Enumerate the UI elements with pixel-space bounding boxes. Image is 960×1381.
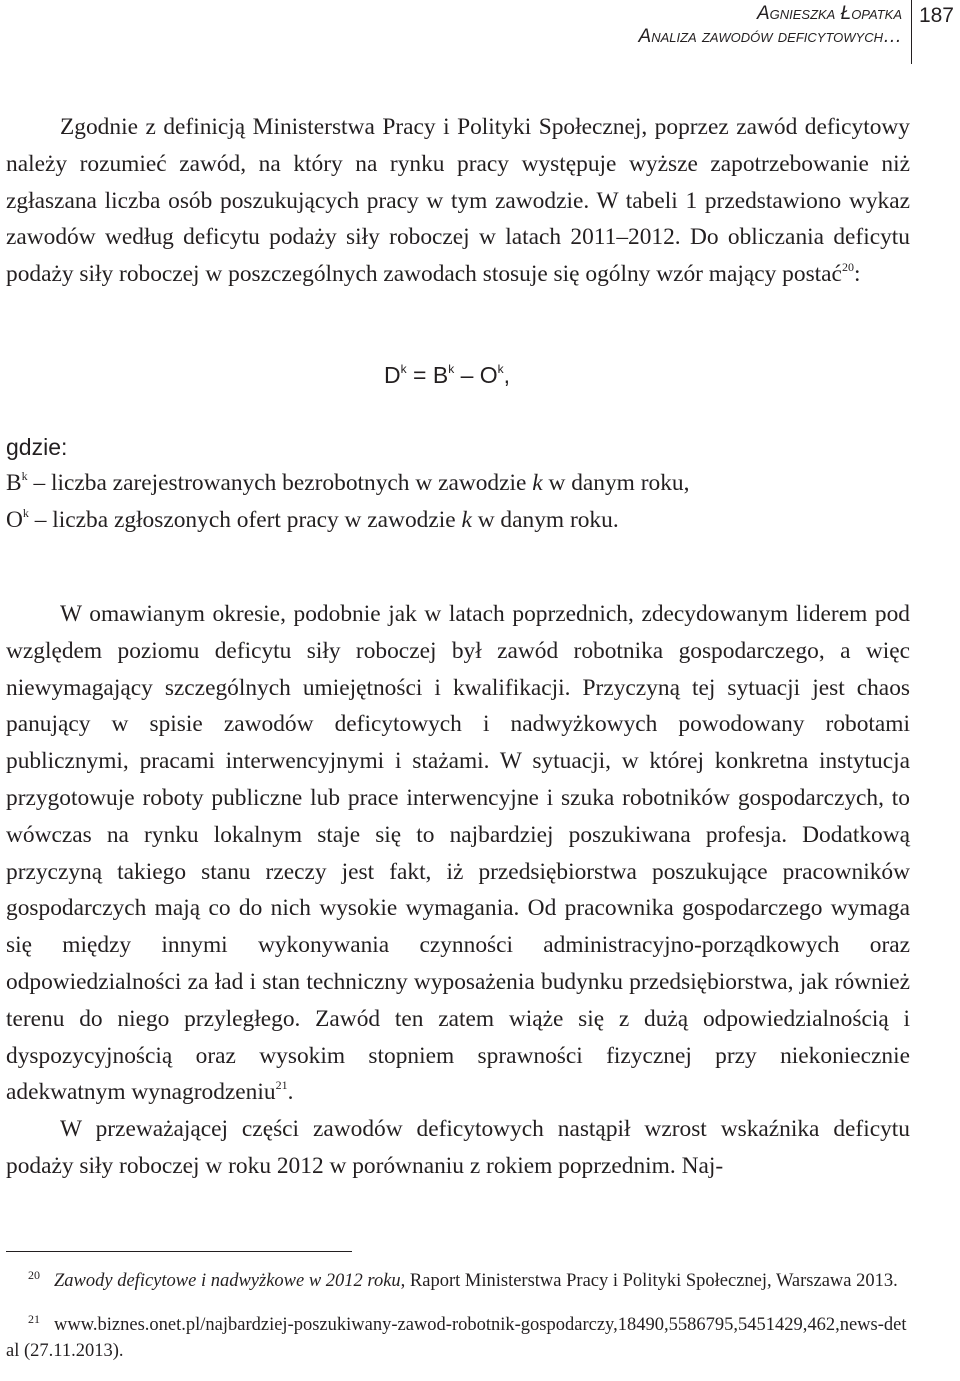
def-symbol-b: B [6, 470, 22, 496]
footnote-divider [6, 1251, 352, 1252]
body-paragraph-2: W przeważającej części zawodów deficytowych nastąpił wzrost wskaźnika deficytu podaży siły roboczej w roku 2012 w porównaniu z rokiem poprzednim. Naj- [6, 1116, 910, 1179]
footnote-number: 20 [28, 1268, 40, 1282]
footnote-20 [6, 1262, 910, 1294]
header-author: Agnieszka Łopatka [756, 3, 902, 24]
def-sup-b: k [21, 469, 28, 483]
body-paragraph-1 [6, 596, 910, 1111]
running-header [540, 0, 960, 64]
formula-minus: – [454, 362, 480, 388]
formula-o: O [479, 362, 498, 388]
footnote-number: 21 [28, 1312, 40, 1326]
header-text [639, 2, 902, 48]
def-var-b: k [532, 470, 543, 496]
footnote-link[interactable]: www.biznes.onet.pl/najbardziej-poszukiwany-zawod-robotnik-gospodarczy,18490,5586795,5451429,462,news-detal (27.11.2013). [6, 1315, 907, 1361]
intro-trail: : [853, 261, 861, 288]
footnote-text: , Raport Ministerstwa Pracy i Polityki Społecznej, Warszawa 2013. [400, 1271, 898, 1291]
header-divider [911, 0, 912, 64]
formula-eq: = [406, 362, 433, 388]
formula-b-sup: k [448, 362, 455, 376]
formula-d: D [384, 362, 401, 388]
definition-o [6, 502, 689, 539]
intro-paragraph [6, 109, 910, 293]
footnotes [6, 1262, 910, 1376]
formula-definitions [6, 465, 689, 539]
def-var-o: k [461, 507, 472, 533]
body-paragraph-1-text: W omawianym okresie, podobnie jak w latach poprzednich, zdecydowanym liderem pod względem poziomu deficytu siły roboczej był zawód robotnika gospodarczego, a więc niewymagający szczególnych umiejętności i kwalifikacji. Przyczyną tej sytuacji jest chaos panujący w spisie zawodów deficytowych i nadwyżkowych powodowany robotami publicznymi, pracami interwencyjnymi i stażami. W sytuacji, w której konkretna instytucja przygotowuje roboty publiczne lub prace interwencyjne i szuka robotników gospodarczych, to wówczas na rynku lokalnym staje się to najbardziej poszukiwana profesja. Dodatkową przyczyną takiego stanu rzeczy jest fakt, iż przedsiębiorstwa poszukujące pracowników gospodarczych mają co do nich wysokie wymagania. Od pracownika gospodarczego wymaga się między innymi wykonywania czynności administracyjno-porządkowych oraz odpowiedzialności za ład i stan techniczny wyposażenia budynku przedsiębiorstwa, jak również terenu do niego przyległego. Zawód ten zatem wiąże się z dużą odpowiedzialnością i dyspozycyjnością oraz wysokim stopniem sprawności fizycznej przy niekoniecznie adekwatnym wynagrodzeniu [6, 601, 910, 1106]
intro-text: Zgodnie z definicją Ministerstwa Pracy i Polityki Społecznej, poprzez zawód deficytowy należy rozumieć zawód, na który na rynku pracy występuje wyższe zapotrzebowanie niż zgłaszana liczba osób poszukujących pracy w tym zawodzie. W tabeli 1 przedstawiono wykaz zawodów według deficytu podaży siły roboczej w latach 2011–2012. Do obliczania deficytu podaży siły roboczej w poszczególnych zawodach stosuje się ogólny wzór mający postać [6, 114, 910, 288]
deficit-formula [384, 362, 510, 389]
body-paragraph-1-end: . [287, 1079, 294, 1106]
footnote-21 [6, 1306, 910, 1364]
formula-end: , [503, 362, 511, 388]
def-text-b: – liczba zarejestrowanych bezrobotnych w zawodzie [27, 470, 533, 496]
footnote-ref-20[interactable]: 20 [841, 260, 854, 275]
footnote-title: Zawody deficytowe i nadwyżkowe w 2012 roku [54, 1271, 401, 1291]
body-text [6, 596, 910, 1185]
where-label: gdzie: [6, 434, 68, 460]
header-running-title: Analiza zawodów deficytowych… [638, 26, 902, 47]
formula-d-sup: k [400, 362, 407, 376]
def-sup-o: k [22, 506, 29, 520]
formula-b: B [432, 362, 449, 388]
footnote-ref-21[interactable]: 21 [275, 1078, 288, 1093]
page-number: 187 [918, 4, 954, 27]
def-text-o: – liczba zgłoszonych ofert pracy w zawodzie [28, 507, 462, 533]
formula-o-sup: k [497, 362, 504, 376]
definition-b [6, 465, 689, 502]
def-text-b-end: w danym roku, [542, 470, 690, 496]
def-symbol-o: O [6, 507, 23, 533]
def-text-o-end: w danym roku. [471, 507, 619, 533]
